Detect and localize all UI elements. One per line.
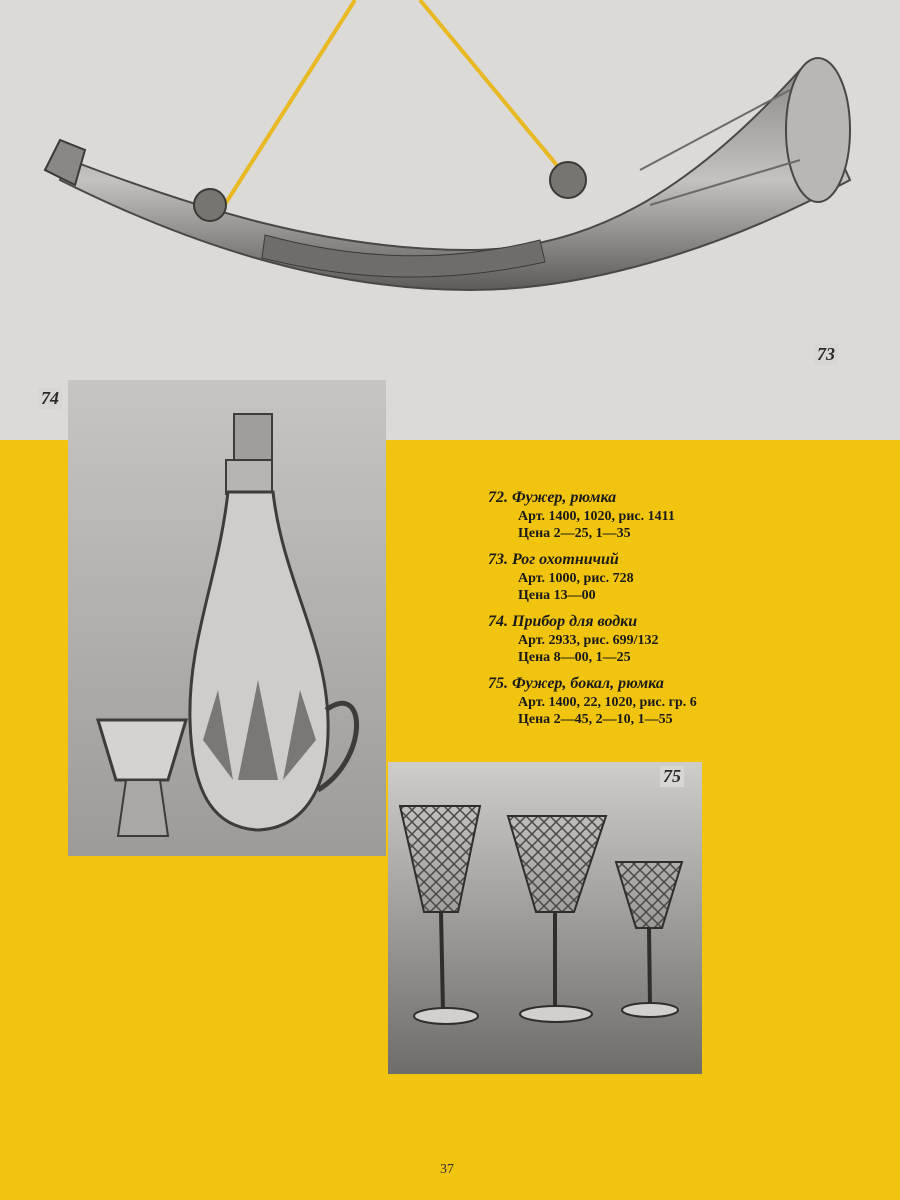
item-title: Фужер, бокал, рюмка — [512, 675, 664, 692]
hunting-horn-illustration — [0, 0, 900, 440]
item-article: Арт. 2933, рис. 699/132 — [518, 633, 659, 648]
item-price: Цена 8—00, 1—25 — [518, 650, 631, 665]
page-number: 37 — [440, 1162, 454, 1177]
item-number: 74. — [488, 613, 508, 630]
item-price: Цена 13—00 — [518, 588, 596, 603]
photo-vodka-set — [68, 380, 386, 856]
item-price: Цена 2—45, 2—10, 1—55 — [518, 712, 673, 727]
vodka-set-illustration — [68, 380, 386, 856]
catalog-item-75 — [488, 674, 788, 728]
photo-crystal-glasses — [388, 762, 702, 1074]
catalog-caption — [488, 488, 788, 736]
item-number: 75. — [488, 675, 508, 692]
item-number: 73. — [488, 551, 508, 568]
crystal-glasses-illustration — [388, 762, 702, 1074]
item-title: Прибор для водки — [512, 613, 638, 630]
item-article: Арт. 1000, рис. 728 — [518, 571, 634, 586]
item-title: Фужер, рюмка — [512, 489, 617, 506]
item-article: Арт. 1400, 1020, рис. 1411 — [518, 509, 675, 524]
photo-hunting-horn — [0, 0, 900, 440]
item-title: Рог охотничий — [512, 551, 619, 568]
plate-number-74: 74 — [38, 388, 62, 409]
catalog-item-72 — [488, 488, 788, 542]
catalog-item-74 — [488, 612, 788, 666]
item-number: 72. — [488, 489, 508, 506]
catalog-item-73 — [488, 550, 788, 604]
item-article: Арт. 1400, 22, 1020, рис. гр. 6 — [518, 695, 697, 710]
plate-number-73: 73 — [814, 344, 838, 365]
plate-number-75: 75 — [660, 766, 684, 787]
item-price: Цена 2—25, 1—35 — [518, 526, 631, 541]
